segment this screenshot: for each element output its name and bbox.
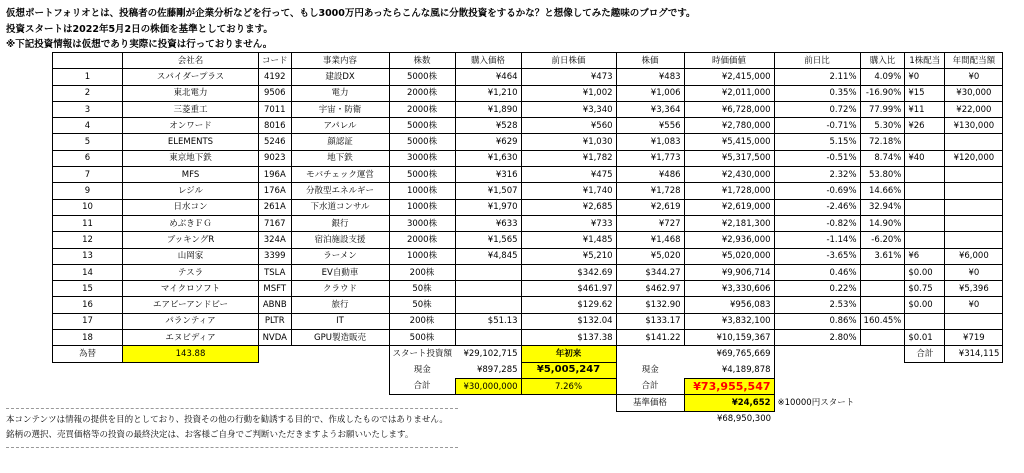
row-number: 2 [53, 85, 123, 101]
prev-price: $132.04 [521, 313, 616, 329]
business: GPU製造販売 [291, 330, 389, 346]
fx-value: 143.88 [123, 346, 259, 362]
market-value: ¥2,181,300 [684, 215, 774, 231]
business: ラーメン [291, 248, 389, 264]
header-vs-buy: 購入比 [860, 53, 905, 69]
header-annual-dividend: 年間配当額 [945, 53, 1003, 69]
day-change: 0.72% [774, 101, 860, 117]
table-row [53, 134, 1003, 150]
table-row [53, 313, 1003, 329]
vs-buy: 4.09% [860, 69, 905, 85]
company-name: 三菱重工 [123, 101, 259, 117]
dividend: $0.00 [905, 297, 945, 313]
header-prev-price: 前日株価 [521, 53, 616, 69]
cash-value: ¥897,285 [476, 365, 518, 376]
prev-price: $129.62 [521, 297, 616, 313]
row-number: 10 [53, 199, 123, 215]
price: $344.27 [616, 264, 684, 280]
day-change: -0.82% [774, 215, 860, 231]
start-value: ¥29,102,715 [455, 346, 521, 362]
business: 建設DX [291, 69, 389, 85]
price: ¥1,468 [616, 232, 684, 248]
buy-price: ¥633 [455, 215, 521, 231]
vs-buy: 14.90% [860, 215, 905, 231]
prev-price: $137.38 [521, 330, 616, 346]
price: $462.97 [616, 281, 684, 297]
price: ¥3,364 [616, 101, 684, 117]
business: EV自動車 [291, 264, 389, 280]
total2-label: 合計 [616, 378, 684, 394]
buy-price: ¥1,565 [455, 232, 521, 248]
prev-price: ¥1,030 [521, 134, 616, 150]
market-value: ¥3,832,100 [684, 313, 774, 329]
day-change: 5.15% [774, 134, 860, 150]
buy-price: ¥528 [455, 118, 521, 134]
shares: 2000株 [389, 232, 455, 248]
shares: 500株 [389, 330, 455, 346]
cash2-value: ¥4,189,878 [684, 362, 774, 378]
price: ¥556 [616, 118, 684, 134]
dividend: ¥15 [905, 85, 945, 101]
buy-price: ¥464 [455, 69, 521, 85]
vs-buy: 8.74% [860, 150, 905, 166]
business: 分散型エネルギー [291, 183, 389, 199]
table-row [53, 264, 1003, 280]
buy-price: ¥1,890 [455, 101, 521, 117]
buy-price [455, 330, 521, 346]
stock-code: 176A [259, 183, 292, 199]
dividend [905, 215, 945, 231]
dividend: $0.00 [905, 264, 945, 280]
header-code: コード [259, 53, 292, 69]
day-change: -2.46% [774, 199, 860, 215]
business: IT [291, 313, 389, 329]
row-number: 13 [53, 248, 123, 264]
stock-code: PLTR [259, 313, 292, 329]
disclaimer-line-2: 銘柄の選択、売買価格等の投資の最終決定は、お客様ご自身でご判断いただきますようお願いいたします。 [6, 430, 414, 440]
table-row [53, 101, 1003, 117]
table-row [53, 215, 1003, 231]
div-total-label: 合計 [905, 346, 945, 362]
fx-label: 為替 [53, 346, 123, 362]
price: $141.22 [616, 330, 684, 346]
price: ¥1,773 [616, 150, 684, 166]
company-name: エアビーアンドビー [123, 297, 259, 313]
ytd-label: 年初来 [521, 346, 616, 362]
dividend [905, 167, 945, 183]
table-row [53, 183, 1003, 199]
business: 宿泊施設支援 [291, 232, 389, 248]
row-number: 14 [53, 264, 123, 280]
business: 宇宙・防衛 [291, 101, 389, 117]
company-name: 東京地下鉄 [123, 150, 259, 166]
dividend: ¥0 [905, 69, 945, 85]
shares: 50株 [389, 297, 455, 313]
prev-price: ¥1,485 [521, 232, 616, 248]
stock-code: ABNB [259, 297, 292, 313]
table-row [53, 248, 1003, 264]
below-value: ¥68,950,300 [716, 414, 772, 425]
shares: 5000株 [389, 134, 455, 150]
day-change: -0.51% [774, 150, 860, 166]
stock-code: NVDA [259, 330, 292, 346]
day-change: -0.69% [774, 183, 860, 199]
annual-dividend: ¥5,396 [945, 281, 1003, 297]
shares: 3000株 [389, 215, 455, 231]
intro-line-3: ※下記投資情報は仮想であり実際に投資は行っておりません。 [6, 39, 273, 50]
vs-buy: 32.94% [860, 199, 905, 215]
ytd-value: ¥5,005,247 [521, 362, 616, 378]
prev-price: ¥473 [521, 69, 616, 85]
market-value: ¥5,317,500 [684, 150, 774, 166]
table-header-row [53, 53, 1003, 69]
annual-dividend [945, 167, 1003, 183]
shares: 50株 [389, 281, 455, 297]
vs-buy: 77.99% [860, 101, 905, 117]
stock-code: 9023 [259, 150, 292, 166]
vs-buy: 160.45% [860, 313, 905, 329]
table-row [53, 330, 1003, 346]
price: ¥1,006 [616, 85, 684, 101]
vs-buy [860, 297, 905, 313]
dividend: $0.01 [905, 330, 945, 346]
cash-label: 現金 [389, 362, 455, 378]
table-row [53, 297, 1003, 313]
vs-buy: 5.30% [860, 118, 905, 134]
buy-price [455, 281, 521, 297]
dividend: ¥11 [905, 101, 945, 117]
row-number: 9 [53, 183, 123, 199]
table-row [53, 167, 1003, 183]
shares: 3000株 [389, 150, 455, 166]
table-row [53, 150, 1003, 166]
header-name: 会社名 [123, 53, 259, 69]
day-change: -3.65% [774, 248, 860, 264]
market-value: ¥2,780,000 [684, 118, 774, 134]
shares: 1000株 [389, 248, 455, 264]
start-label: スタート投資額 [389, 346, 455, 362]
shares: 5000株 [389, 118, 455, 134]
vs-buy [860, 281, 905, 297]
business: 銀行 [291, 215, 389, 231]
summary-row-2 [53, 362, 1003, 378]
summary-row-1 [53, 346, 1003, 362]
prev-price: ¥1,782 [521, 150, 616, 166]
market-value: ¥6,728,000 [684, 101, 774, 117]
buy-price: ¥1,970 [455, 199, 521, 215]
vs-buy: -16.90% [860, 85, 905, 101]
base-value: ¥24,652 [684, 395, 774, 411]
price: ¥1,083 [616, 134, 684, 150]
business: 旅行 [291, 297, 389, 313]
company-name: テスラ [123, 264, 259, 280]
prev-price: ¥2,685 [521, 199, 616, 215]
vs-buy: 72.18% [860, 134, 905, 150]
annual-dividend [945, 215, 1003, 231]
market-value: ¥2,936,000 [684, 232, 774, 248]
shares: 2000株 [389, 85, 455, 101]
buy-price [455, 297, 521, 313]
dividend [905, 313, 945, 329]
business: 顔認証 [291, 134, 389, 150]
row-number: 11 [53, 215, 123, 231]
price: $132.90 [616, 297, 684, 313]
market-value: ¥956,083 [684, 297, 774, 313]
company-name: 日水コン [123, 199, 259, 215]
vs-buy: 14.66% [860, 183, 905, 199]
day-change: 2.32% [774, 167, 860, 183]
company-name: ELEMENTS [123, 134, 259, 150]
stock-code: MSFT [259, 281, 292, 297]
cash2-label: 現金 [641, 365, 659, 376]
stock-code: 7167 [259, 215, 292, 231]
annual-dividend [945, 183, 1003, 199]
row-number: 16 [53, 297, 123, 313]
annual-dividend [945, 232, 1003, 248]
market-value: ¥5,415,000 [684, 134, 774, 150]
shares: 5000株 [389, 167, 455, 183]
price: ¥2,619 [616, 199, 684, 215]
business: アパレル [291, 118, 389, 134]
buy-price: ¥1,210 [455, 85, 521, 101]
dividend: $0.75 [905, 281, 945, 297]
stock-code: 196A [259, 167, 292, 183]
row-number: 5 [53, 134, 123, 150]
row-number: 15 [53, 281, 123, 297]
prev-price: ¥475 [521, 167, 616, 183]
table-row [53, 199, 1003, 215]
shares: 200株 [389, 313, 455, 329]
divider-bottom [6, 447, 458, 448]
market-value: ¥3,330,606 [684, 281, 774, 297]
price: ¥483 [616, 69, 684, 85]
table-row [53, 281, 1003, 297]
company-name: マイクロソフト [123, 281, 259, 297]
row-number: 3 [53, 101, 123, 117]
dividend: ¥40 [905, 150, 945, 166]
day-change: 2.80% [774, 330, 860, 346]
dividend [905, 183, 945, 199]
prev-price: $342.69 [521, 264, 616, 280]
annual-dividend: ¥22,000 [945, 101, 1003, 117]
disclaimer [6, 408, 458, 448]
shares: 1000株 [389, 199, 455, 215]
header-day-change: 前日比 [774, 53, 860, 69]
dividend [905, 199, 945, 215]
stock-code: 3399 [259, 248, 292, 264]
intro-line-2: 投資スタートは2022年5月2日の株価を基準としております。 [6, 23, 273, 35]
day-change: -1.14% [774, 232, 860, 248]
prev-price: $461.97 [521, 281, 616, 297]
day-change: -0.71% [774, 118, 860, 134]
market-value: ¥2,430,000 [684, 167, 774, 183]
vs-buy: -6.20% [860, 232, 905, 248]
day-change: 2.11% [774, 69, 860, 85]
business: 地下鉄 [291, 150, 389, 166]
buy-price: ¥1,507 [455, 183, 521, 199]
header-buy-price: 購入価格 [455, 53, 521, 69]
price: ¥1,728 [616, 183, 684, 199]
company-name: パランティア [123, 313, 259, 329]
stock-code: 7011 [259, 101, 292, 117]
company-name: MFS [123, 167, 259, 183]
day-change: 0.22% [774, 281, 860, 297]
annual-dividend [945, 134, 1003, 150]
price: ¥486 [616, 167, 684, 183]
business: 下水道コンサル [291, 199, 389, 215]
business: 電力 [291, 85, 389, 101]
market-value: ¥2,011,000 [684, 85, 774, 101]
intro-text [6, 6, 696, 53]
buy-price: ¥1,630 [455, 150, 521, 166]
stock-code: 5246 [259, 134, 292, 150]
shares: 5000株 [389, 69, 455, 85]
market-value: ¥2,619,000 [684, 199, 774, 215]
company-name: エヌビディア [123, 330, 259, 346]
company-name: スパイダープラス [123, 69, 259, 85]
annual-dividend: ¥719 [945, 330, 1003, 346]
price: ¥727 [616, 215, 684, 231]
dividend: ¥26 [905, 118, 945, 134]
row-number: 1 [53, 69, 123, 85]
prev-price: ¥733 [521, 215, 616, 231]
total-label: 合計 [389, 378, 455, 394]
base-note: ※10000円スタート [777, 397, 855, 408]
annual-dividend: ¥6,000 [945, 248, 1003, 264]
header-shares: 株数 [389, 53, 455, 69]
base-label: 基準価格 [616, 395, 684, 411]
dividend [905, 134, 945, 150]
div-total-value: ¥314,115 [945, 346, 1003, 362]
row-number: 12 [53, 232, 123, 248]
market-value: ¥2,415,000 [684, 69, 774, 85]
prev-price: ¥1,740 [521, 183, 616, 199]
annual-dividend [945, 199, 1003, 215]
portfolio-table [52, 52, 1003, 427]
stock-code: 4192 [259, 69, 292, 85]
company-name: めぶきＦＧ [123, 215, 259, 231]
stock-code: 9506 [259, 85, 292, 101]
prev-price: ¥3,340 [521, 101, 616, 117]
shares: 200株 [389, 264, 455, 280]
table-row [53, 118, 1003, 134]
market-value: ¥10,159,367 [684, 330, 774, 346]
ytd-extra: ¥69,765,669 [616, 346, 774, 362]
prev-price: ¥560 [521, 118, 616, 134]
annual-dividend: ¥0 [945, 264, 1003, 280]
stock-code: 261A [259, 199, 292, 215]
header-market-value: 時価価値 [684, 53, 774, 69]
company-name: ブッキングR [123, 232, 259, 248]
ytd-pct: 7.26% [521, 378, 616, 394]
stock-code: TSLA [259, 264, 292, 280]
total-value: ¥30,000,000 [455, 378, 521, 394]
row-number: 17 [53, 313, 123, 329]
annual-dividend: ¥0 [945, 69, 1003, 85]
header-dividend: 1株配当 [905, 53, 945, 69]
buy-price: $51.13 [455, 313, 521, 329]
row-number: 4 [53, 118, 123, 134]
market-value: ¥9,906,714 [684, 264, 774, 280]
row-number: 6 [53, 150, 123, 166]
summary-row-3 [53, 378, 1003, 394]
day-change: 0.86% [774, 313, 860, 329]
market-value: ¥1,728,000 [684, 183, 774, 199]
disclaimer-line-1: 本コンテンツは情報の提供を目的としており、投資その他の行動を勧誘する目的で、作成したものではありません。 [6, 415, 448, 425]
day-change: 0.46% [774, 264, 860, 280]
annual-dividend: ¥30,000 [945, 85, 1003, 101]
price: ¥5,020 [616, 248, 684, 264]
prev-price: ¥5,210 [521, 248, 616, 264]
divider-top [6, 408, 458, 409]
shares: 1000株 [389, 183, 455, 199]
row-number: 7 [53, 167, 123, 183]
business: モバチェック運営 [291, 167, 389, 183]
price: $133.17 [616, 313, 684, 329]
market-value: ¥5,020,000 [684, 248, 774, 264]
company-name: 山岡家 [123, 248, 259, 264]
company-name: 東北電力 [123, 85, 259, 101]
company-name: レジル [123, 183, 259, 199]
buy-price: ¥629 [455, 134, 521, 150]
annual-dividend: ¥0 [945, 297, 1003, 313]
dividend: ¥6 [905, 248, 945, 264]
stock-code: 324A [259, 232, 292, 248]
buy-price [455, 264, 521, 280]
vs-buy [860, 330, 905, 346]
annual-dividend: ¥130,000 [945, 118, 1003, 134]
annual-dividend [945, 313, 1003, 329]
total2-value: ¥73,955,547 [684, 378, 774, 394]
header-business: 事業内容 [291, 53, 389, 69]
dividend [905, 232, 945, 248]
vs-buy: 3.61% [860, 248, 905, 264]
buy-price: ¥316 [455, 167, 521, 183]
intro-line-1: 仮想ポートフォリオとは、投稿者の佐藤剛が企業分析などを行って、もし3000万円あったらこんな風に分散投資をするかな？と想像してみた趣味のブログです。 [6, 8, 696, 19]
annual-dividend: ¥120,000 [945, 150, 1003, 166]
prev-price: ¥1,002 [521, 85, 616, 101]
vs-buy [860, 264, 905, 280]
buy-price: ¥4,845 [455, 248, 521, 264]
row-number: 18 [53, 330, 123, 346]
table-row [53, 232, 1003, 248]
table-row [53, 85, 1003, 101]
company-name: オンワード [123, 118, 259, 134]
shares: 2000株 [389, 101, 455, 117]
business: クラウド [291, 281, 389, 297]
table-row [53, 69, 1003, 85]
vs-buy: 53.80% [860, 167, 905, 183]
day-change: 0.35% [774, 85, 860, 101]
day-change: 2.53% [774, 297, 860, 313]
stock-code: 8016 [259, 118, 292, 134]
header-price: 株価 [616, 53, 684, 69]
